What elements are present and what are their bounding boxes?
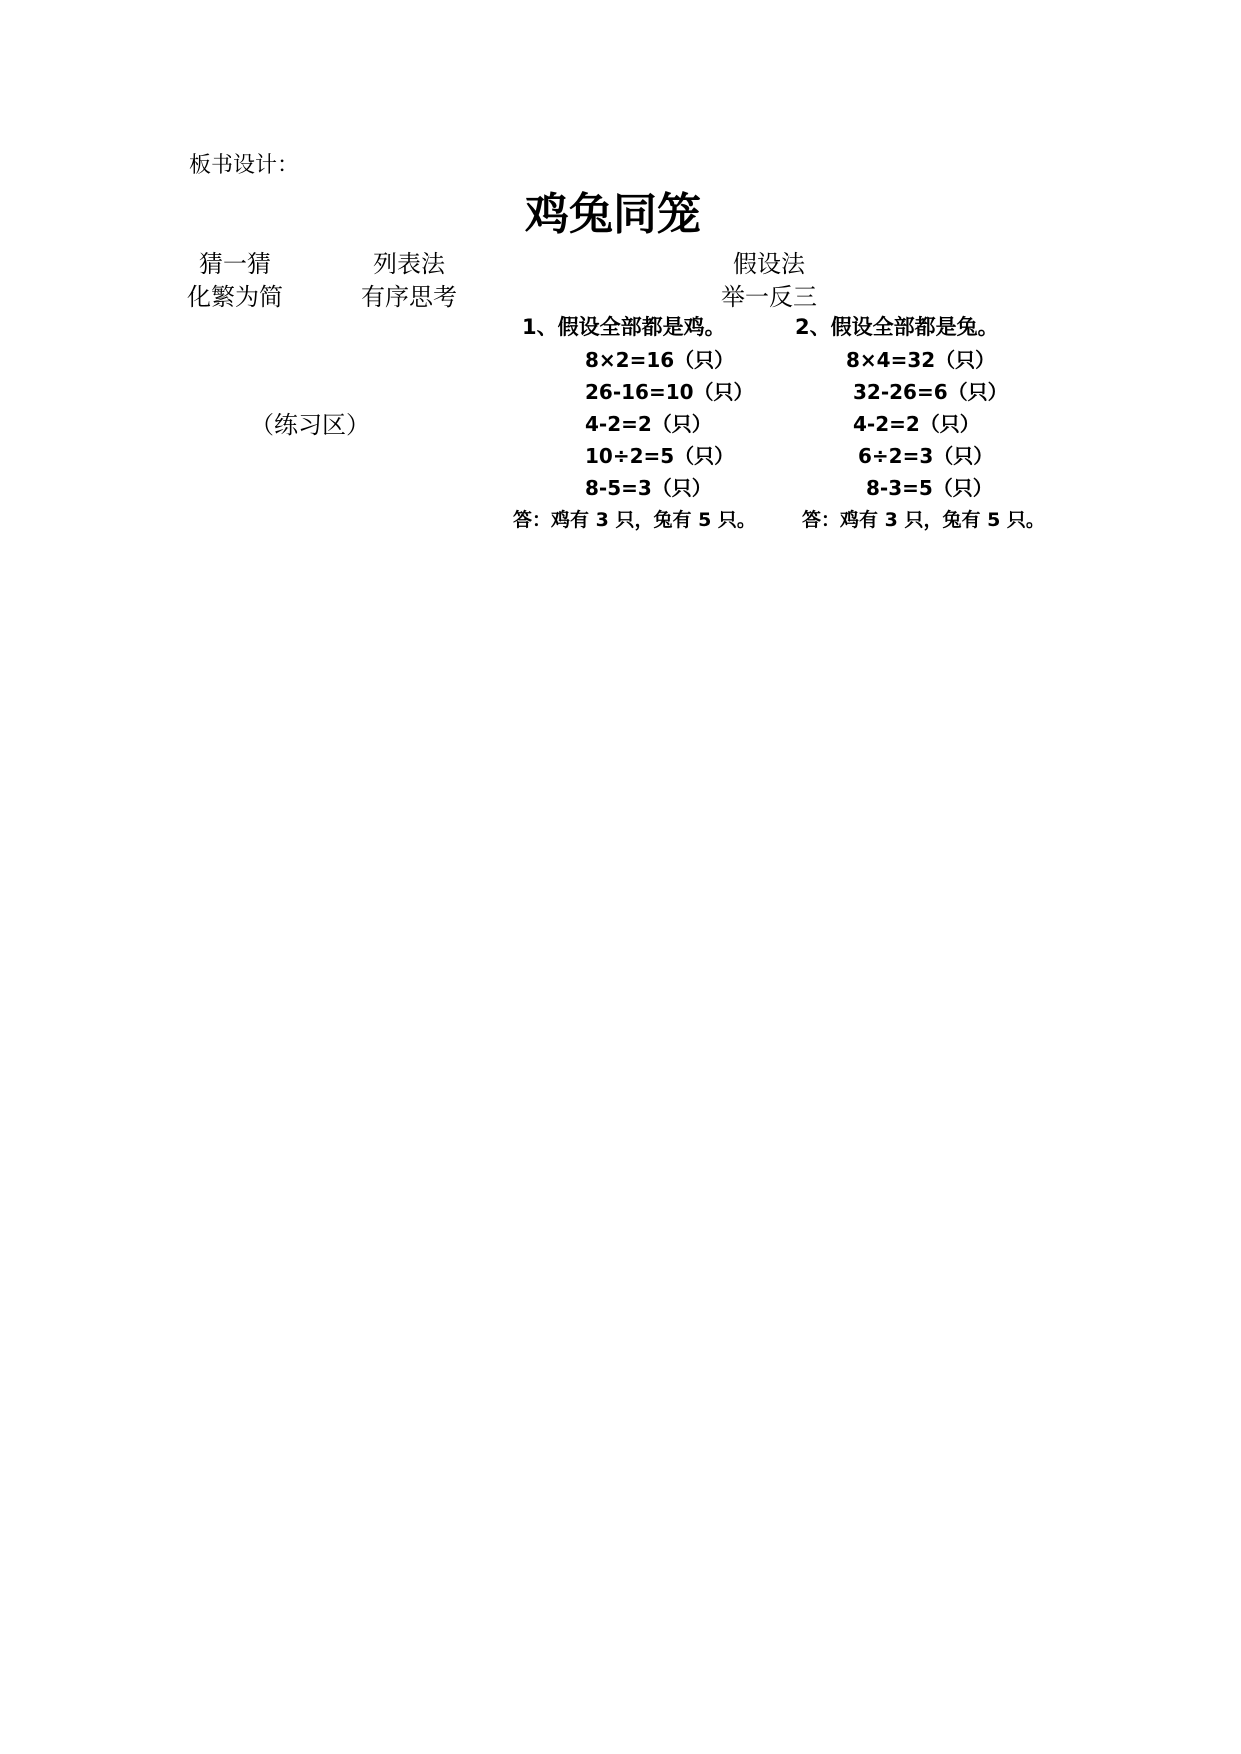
- assume-rabbit-step: 8-3=5（只）: [866, 476, 993, 500]
- idea-simplify: 化繁为简: [187, 283, 283, 311]
- assume-chicken-step: 4-2=2（只）: [585, 412, 712, 436]
- method-table: 列表法: [373, 250, 445, 278]
- practice-area-label: （练习区）: [250, 411, 370, 439]
- assume-chicken-step: 8×2=16（只）: [585, 348, 735, 372]
- assume-chicken-step: 8-5=3（只）: [585, 476, 712, 500]
- assume-rabbit-step: 4-2=2（只）: [853, 412, 980, 436]
- assume-rabbit-heading: 2、假设全部都是兔。: [795, 315, 999, 339]
- method-guess: 猜一猜: [199, 250, 271, 278]
- assume-rabbit-step: 32-26=6（只）: [853, 380, 1008, 404]
- assume-chicken-heading: 1、假设全部都是鸡。: [522, 315, 726, 339]
- idea-ordered: 有序思考: [361, 283, 457, 311]
- idea-infer: 举一反三: [721, 283, 817, 311]
- method-assume: 假设法: [733, 250, 805, 278]
- assume-chicken-step: 10÷2=5（只）: [585, 444, 735, 468]
- assume-chicken-step: 26-16=10（只）: [585, 380, 754, 404]
- board-design-label: 板书设计：: [189, 153, 300, 178]
- assume-rabbit-step: 6÷2=3（只）: [858, 444, 994, 468]
- assume-rabbit-answer: 答：鸡有 3 只，兔有 5 只。: [802, 509, 1045, 531]
- page-title: 鸡兔同笼: [525, 189, 701, 240]
- assume-rabbit-step: 8×4=32（只）: [846, 348, 996, 372]
- assume-chicken-answer: 答：鸡有 3 只，兔有 5 只。: [513, 509, 756, 531]
